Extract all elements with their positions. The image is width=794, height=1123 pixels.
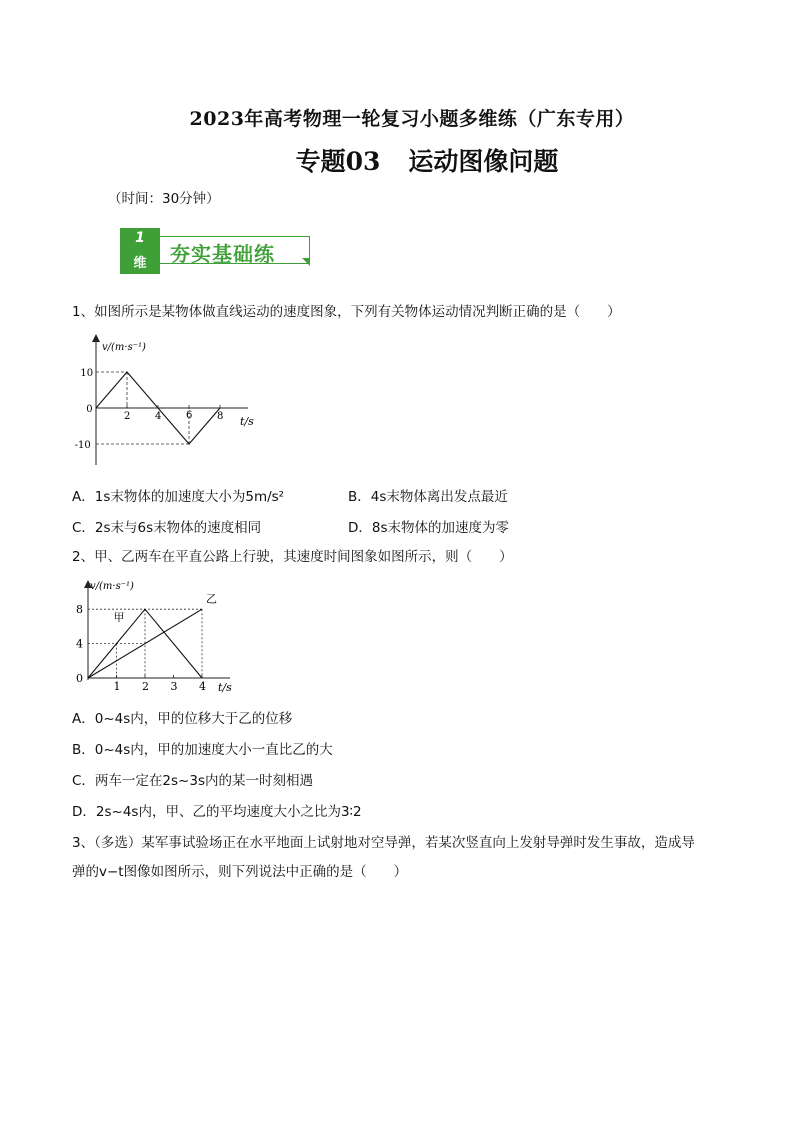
q2-series-label-yi: 乙 <box>206 592 217 606</box>
q2-x-tick-label: 4 <box>199 680 206 693</box>
section-label: 夯实基础练 <box>170 242 275 266</box>
q2-y-tick-label: 4 <box>76 637 83 651</box>
section-label-box <box>160 236 310 264</box>
question-1-stem: 1、如图所示是某物体做直线运动的速度图象，下列有关物体运动情况判断正确的是（ ） <box>72 304 621 320</box>
q1-xlabel: t/s <box>240 415 254 428</box>
q1-x-tick-label: 8 <box>217 411 224 422</box>
time-limit: （时间：30分钟） <box>108 191 220 207</box>
q1-y-tick-label: 0 <box>86 404 93 415</box>
q1-y-tick-label: 10 <box>80 368 94 379</box>
q2-option-b: B．0~4s内，甲的加速度大小一直比乙的大 <box>72 742 333 758</box>
q1-x-tick-label: 6 <box>186 410 193 421</box>
document-title: 2023年高考物理一轮复习小题多维练（广东专用） <box>189 108 635 130</box>
section-level-word: 维 <box>133 256 147 271</box>
topic-title <box>0 142 794 178</box>
topic-name: 运动图像问题 <box>408 147 559 176</box>
topic-number: 专题03 <box>295 147 381 176</box>
q1-y-arrow-icon <box>92 334 100 342</box>
q1-option-b: B．4s末物体离出发点最近 <box>348 489 508 505</box>
q1-velocity-graph <box>74 330 280 470</box>
q2-ylabel: v/(m·s⁻¹) <box>90 581 134 592</box>
section-level <box>120 228 160 274</box>
q1-y-tick-label: -10 <box>74 440 91 451</box>
q2-y-tick-label: 0 <box>76 672 83 685</box>
q1-option-c: C．2s末与6s末物体的速度相同 <box>72 520 262 536</box>
q2-option-a: A．0~4s内，甲的位移大于乙的位移 <box>72 711 293 727</box>
q2-y-tick-label: 8 <box>76 603 83 617</box>
section-corner-icon <box>302 258 310 266</box>
q2-velocity-graph <box>72 574 247 699</box>
question-3-stem-line-2: 弹的v−t图像如图所示，则下列说法中正确的是（ ） <box>72 864 408 880</box>
question-3-stem-line-1: 3、（多选）某军事试验场正在水平地面上试射地对空导弹，若某次竖直向上发射导弹时发生事故，造成导 <box>72 835 695 851</box>
section-badge <box>120 228 318 274</box>
q1-x-tick-label: 4 <box>155 411 162 422</box>
q1-x-tick-label: 2 <box>124 411 131 422</box>
q2-series-label-jia: 甲 <box>113 611 125 625</box>
q2-option-d: D．2s~4s内，甲、乙的平均速度大小之比为3∶2 <box>72 804 362 820</box>
q2-x-tick-label: 2 <box>142 680 149 693</box>
q2-x-tick-label: 3 <box>170 680 178 693</box>
q1-option-d: D．8s末物体的加速度为零 <box>348 520 510 536</box>
q2-xlabel: t/s <box>218 681 232 694</box>
q2-option-c: C．两车一定在2s~3s内的某一时刻相遇 <box>72 773 313 789</box>
question-2-stem: 2、甲、乙两车在平直公路上行驶，其速度时间图象如图所示，则（ ） <box>72 549 513 565</box>
q1-option-a: A．1s末物体的加速度大小为5m/s² <box>72 489 285 505</box>
q1-ylabel: v/(m·s⁻¹) <box>102 342 146 353</box>
section-level-number: 1 <box>135 230 145 246</box>
q2-x-tick-label: 1 <box>113 680 121 693</box>
